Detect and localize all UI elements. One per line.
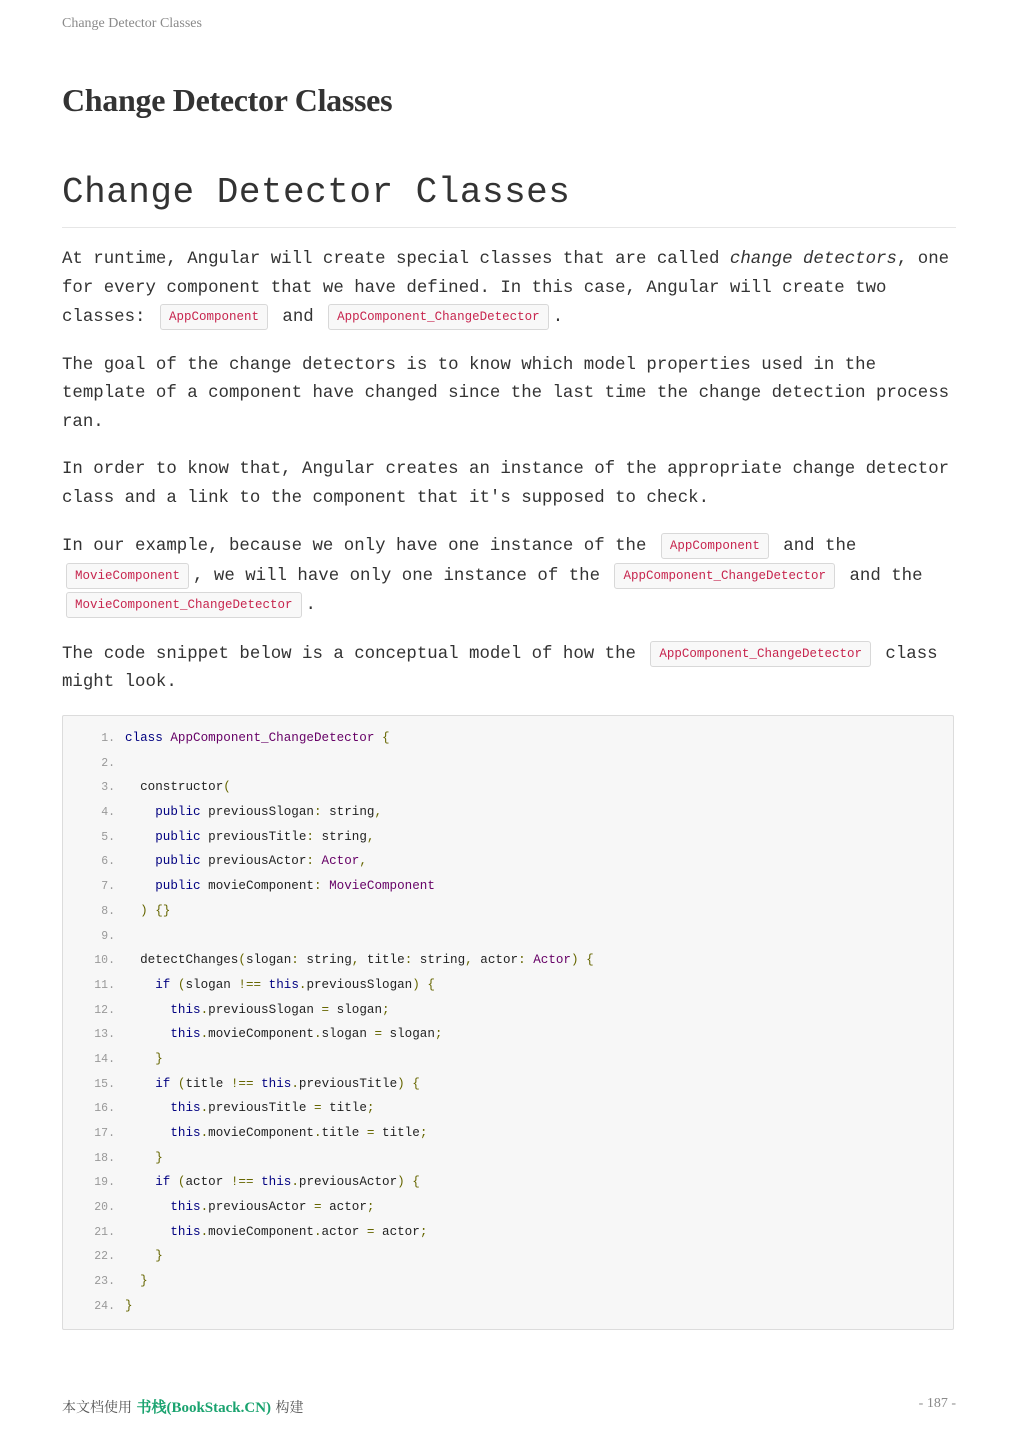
section-heading: Change Detector Classes: [62, 172, 956, 228]
page-title: Change Detector Classes: [62, 82, 393, 118]
code-line: [63, 1247, 953, 1272]
code-text: this.movieComponent.actor = actor;: [170, 1224, 428, 1239]
emphasis-change-detectors: change detectors: [729, 250, 897, 269]
line-number: 10.: [94, 954, 115, 968]
code-line: [63, 877, 953, 902]
line-number: 14.: [94, 1052, 115, 1066]
code-text: this.movieComponent.slogan = slogan;: [170, 1027, 443, 1042]
footer-brand-link[interactable]: 书栈(BookStack.CN): [136, 1400, 272, 1416]
code-line: [63, 1173, 953, 1198]
code-lines: [63, 716, 953, 1322]
code-line: [63, 778, 953, 803]
code-line: [63, 951, 953, 976]
line-number: 16.: [94, 1102, 115, 1116]
code-line: [63, 976, 953, 1001]
code-line: [63, 1223, 953, 1248]
paragraph-instance: In order to know that, Angular creates an instance of the appropriate change detector class and a link to the component that it's supposed to check.: [62, 460, 950, 508]
code-text: }: [155, 1249, 163, 1264]
line-number: 15.: [94, 1077, 115, 1091]
code-line: [63, 729, 953, 754]
code-text: }: [125, 1298, 133, 1313]
code-text: constructor(: [125, 780, 231, 795]
inline-code-appcomponent-changedetector: AppComponent_ChangeDetector: [328, 304, 549, 330]
code-text: if (actor !== this.previousActor) {: [155, 1175, 420, 1190]
code-text: if (title !== this.previousTitle) {: [155, 1076, 420, 1091]
code-text: this.previousTitle = title;: [170, 1101, 375, 1116]
code-text: }: [155, 1150, 163, 1165]
code-line: [63, 754, 953, 779]
code-line: [63, 852, 953, 877]
code-line: [63, 1124, 953, 1149]
line-number: 7.: [101, 880, 115, 894]
code-line: [63, 1149, 953, 1174]
code-line: [63, 1001, 953, 1026]
line-number: 8.: [101, 904, 115, 918]
code-text: this.previousActor = actor;: [170, 1200, 375, 1215]
line-number: 3.: [101, 781, 115, 795]
line-number: 13.: [94, 1028, 115, 1042]
line-number: 12.: [94, 1003, 115, 1017]
line-number: 19.: [94, 1176, 115, 1190]
code-line: [63, 1198, 953, 1223]
code-line: [63, 1075, 953, 1100]
line-number: 20.: [94, 1201, 115, 1215]
code-text: }: [155, 1051, 163, 1066]
code-text: }: [140, 1274, 148, 1289]
code-line: [63, 1099, 953, 1124]
line-number: 17.: [94, 1127, 115, 1140]
footer-credit: 本文档使用 书栈(BookStack.CN) 构建: [62, 1400, 304, 1416]
code-line: [63, 828, 953, 853]
inline-code-appcomponent: AppComponent: [160, 304, 268, 330]
code-line: [63, 1025, 953, 1050]
code-text: ) {}: [140, 903, 171, 918]
line-number: 21.: [94, 1225, 115, 1239]
inline-code-moviecomponent: MovieComponent: [66, 563, 189, 589]
line-number: 18.: [94, 1151, 115, 1165]
page-number: - 187 -: [918, 1396, 956, 1411]
line-number: 5.: [101, 830, 115, 844]
paragraph-intro: At runtime, Angular will create special classes that are called change detectors, one for every component that we have defined. In this case, Angular will create two classes: AppComponent and AppComponent_ChangeDetector .: [62, 246, 956, 333]
code-line: [63, 1297, 953, 1322]
article-body: [62, 246, 956, 717]
line-number: 11.: [94, 978, 115, 992]
line-number: 22.: [94, 1250, 115, 1264]
line-number: 9.: [101, 929, 115, 943]
code-text: public previousTitle: string,: [155, 829, 375, 844]
code-text: detectChanges(slogan: string, title: string, actor: Actor) {: [125, 953, 594, 968]
inline-code-appcomponent: AppComponent: [661, 533, 769, 559]
code-text: public previousSlogan: string,: [155, 805, 382, 820]
code-text: this.movieComponent.title = title;: [170, 1126, 428, 1140]
code-text: if (slogan !== this.previousSlogan) {: [155, 977, 435, 992]
paragraph-example: In our example, because we only have one instance of the AppComponent and the MovieComponent , we will have only one instance of the AppComponent_ChangeDetector and the MovieComponent_ChangeDetector .: [62, 532, 956, 621]
line-number: 24.: [94, 1299, 115, 1313]
inline-code-appcomponent-changedetector: AppComponent_ChangeDetector: [650, 641, 871, 667]
code-text: this.previousSlogan = slogan;: [170, 1002, 390, 1017]
code-text: public movieComponent: MovieComponent: [155, 879, 435, 894]
code-line: [63, 1272, 953, 1297]
running-header: Change Detector Classes: [62, 16, 202, 31]
code-block: [62, 715, 954, 1330]
inline-code-moviecomponent-changedetector: MovieComponent_ChangeDetector: [66, 592, 302, 618]
paragraph-snippet-intro: The code snippet below is a conceptual model of how the AppComponent_ChangeDetector class might look.: [62, 640, 956, 698]
code-line: [63, 902, 953, 927]
inline-code-appcomponent-changedetector: AppComponent_ChangeDetector: [614, 563, 835, 589]
code-line: [63, 803, 953, 828]
code-line: [63, 927, 953, 952]
line-number: 2.: [101, 756, 115, 770]
code-line: [63, 1050, 953, 1075]
code-text: public previousActor: Actor,: [155, 854, 367, 869]
line-number: 1.: [101, 732, 115, 745]
line-number: 6.: [101, 855, 115, 869]
paragraph-goal: The goal of the change detectors is to know which model properties used in the template of a component have changed since the last time the change detection process ran.: [62, 355, 950, 432]
code-text: class AppComponent_ChangeDetector {: [125, 731, 390, 745]
line-number: 23.: [94, 1275, 115, 1289]
line-number: 4.: [101, 806, 115, 820]
